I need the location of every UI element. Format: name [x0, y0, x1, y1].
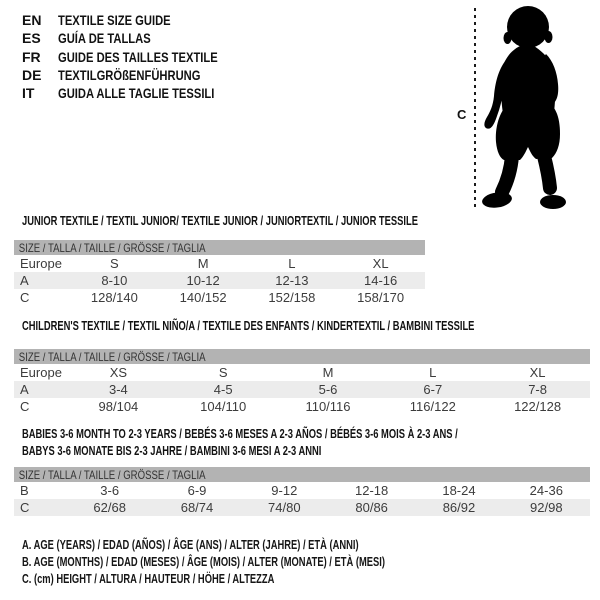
size-header-label: SIZE / TALLA / TAILLE / GRÖSSE / TAGLIA	[18, 240, 206, 255]
footnote-c-text: C. (cm) HEIGHT / ALTURA / HAUTEUR / HÖHE / ALTEZZA	[22, 570, 275, 586]
footnote-b-text: B. AGE (MONTHS) / EDAD (MESES) / ÂGE (MOIS) / ALTER (MONATE) / ETÀ (MESI)	[22, 553, 385, 569]
table-cell: 104/110	[200, 399, 247, 414]
table-cell: 24-36	[529, 483, 563, 498]
table-cell: L	[429, 365, 437, 380]
table-cell: 4-5	[213, 382, 233, 397]
babies-table-rows	[14, 482, 590, 516]
language-row-it	[22, 84, 258, 102]
children-table-title-text: CHILDREN'S TEXTILE / TEXTIL NIÑO/A / TEXTILE DES ENFANTS / KINDERTEXTIL / BAMBINI TESSILE	[22, 318, 475, 333]
table-cell: 9-12	[271, 483, 298, 498]
row-label: A	[20, 382, 29, 397]
table-row	[14, 499, 590, 516]
table-cell: 18-24	[442, 483, 476, 498]
table-row	[14, 482, 590, 499]
table-cell: M	[322, 365, 334, 380]
language-code: IT	[22, 85, 35, 102]
footnote-a-text: A. AGE (YEARS) / EDAD (AÑOS) / ÂGE (ANS) / ALTER (JAHRE) / ETÀ (ANNI)	[22, 537, 359, 552]
table-cell: 3-6	[100, 483, 120, 498]
table-cell: S	[110, 256, 119, 271]
baby-silhouette-icon	[440, 0, 600, 220]
table-cell: 6-7	[423, 382, 443, 397]
table-cell: 14-16	[364, 273, 398, 288]
junior-table-title	[22, 212, 572, 230]
table-cell: 98/104	[98, 399, 139, 414]
table-cell: 86/92	[442, 500, 476, 515]
row-label: C	[20, 399, 30, 414]
language-row-en	[22, 11, 258, 29]
row-label: B	[20, 483, 29, 498]
table-row	[14, 255, 425, 272]
table-cell: 152/158	[268, 290, 316, 305]
table-cell: 7-8	[528, 382, 547, 397]
table-cell: S	[218, 365, 228, 380]
children-table-rows	[14, 364, 590, 415]
children-table-title	[22, 317, 600, 335]
row-label: Europe	[20, 365, 62, 380]
language-label: TEXTILGRÖßENFÜHRUNG	[58, 67, 201, 84]
babies-table-title	[22, 425, 600, 459]
table-cell: 12-18	[355, 483, 389, 498]
language-code: EN	[22, 12, 42, 29]
babies-table-title-line1: BABIES 3-6 MONTH TO 2-3 YEARS / BEBÉS 3-6 MESES A 2-3 AÑOS / BÉBÉS 3-6 MOIS À 2-3 ANS /	[22, 426, 458, 441]
language-label: GUIDA ALLE TAGLIE TESSILI	[58, 85, 215, 102]
language-code: FR	[22, 48, 41, 65]
row-label: C	[20, 290, 30, 305]
table-cell: 74/80	[268, 500, 301, 515]
language-row-es	[22, 29, 258, 47]
table-cell: 68/74	[180, 500, 214, 515]
language-row-de	[22, 66, 258, 84]
table-cell: 128/140	[90, 290, 138, 305]
language-label: TEXTILE SIZE GUIDE	[58, 12, 171, 29]
table-cell: 10-12	[186, 273, 220, 288]
size-header-label: SIZE / TALLA / TAILLE / GRÖSSE / TAGLIA	[18, 467, 206, 482]
footnote-b	[22, 553, 526, 570]
table-cell: XS	[109, 365, 128, 380]
children-size-table	[14, 349, 590, 415]
junior-table-rows	[14, 255, 425, 306]
table-cell: 140/152	[179, 290, 227, 305]
footnote-c	[22, 570, 526, 587]
table-row	[14, 398, 590, 415]
footnotes	[22, 536, 526, 586]
junior-table-title-text: JUNIOR TEXTILE / TEXTIL JUNIOR/ TEXTILE JUNIOR / JUNIORTEXTIL / JUNIOR TESSILE	[22, 213, 418, 228]
table-cell: 6-9	[187, 483, 207, 498]
language-label: GUÍA DE TALLAS	[58, 30, 151, 47]
table-cell: L	[288, 256, 296, 271]
table-cell: XL	[529, 365, 546, 380]
table-cell: 3-4	[109, 382, 128, 397]
size-header-bar	[14, 467, 590, 482]
table-row	[14, 289, 425, 306]
table-row	[14, 381, 590, 398]
table-cell: 12-13	[275, 273, 309, 288]
size-header-bar	[14, 240, 425, 255]
language-row-fr	[22, 48, 258, 66]
babies-table-title-line2: BABYS 3-6 MONATE BIS 2-3 JAHRE / BAMBINI 3-6 MESI A 2-3 ANNI	[22, 443, 322, 458]
footnote-a	[22, 536, 526, 553]
language-header	[22, 11, 258, 102]
table-cell: 122/128	[514, 399, 562, 414]
table-cell: XL	[372, 256, 389, 271]
table-cell: 80/86	[355, 500, 388, 515]
size-header-label: SIZE / TALLA / TAILLE / GRÖSSE / TAGLIA	[18, 349, 206, 364]
babies-size-table	[14, 467, 590, 516]
table-cell: 8-10	[101, 273, 128, 288]
junior-size-table	[14, 240, 425, 306]
row-label: C	[20, 500, 30, 515]
row-label: A	[20, 273, 29, 288]
table-cell: 110/116	[305, 399, 351, 414]
row-label: Europe	[20, 256, 62, 271]
table-row	[14, 272, 425, 289]
language-code: ES	[22, 30, 41, 47]
table-row	[14, 364, 590, 381]
table-cell: 62/68	[93, 500, 126, 515]
height-measure-label: C	[457, 107, 467, 122]
table-cell: 92/98	[530, 500, 563, 515]
table-cell: 158/170	[357, 290, 405, 305]
size-header-bar	[14, 349, 590, 364]
language-label: GUIDE DES TAILLES TEXTILE	[58, 48, 218, 65]
table-cell: M	[197, 256, 209, 271]
table-cell: 116/122	[409, 399, 456, 414]
table-cell: 5-6	[318, 382, 338, 397]
language-code: DE	[22, 67, 42, 84]
